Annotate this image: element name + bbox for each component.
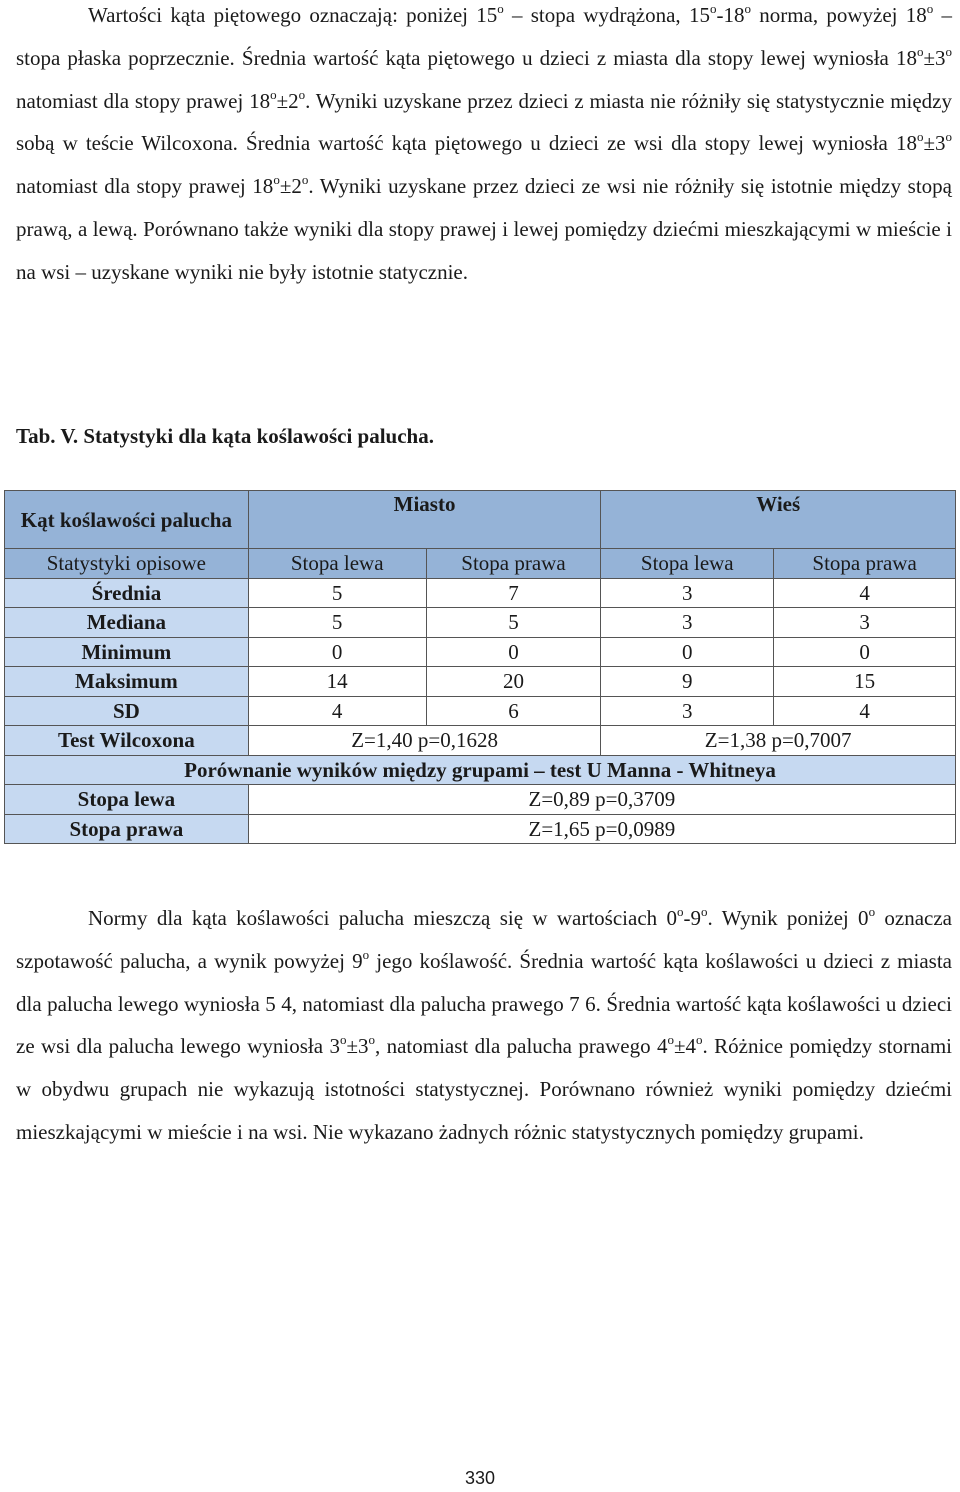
- paragraph-calcaneal-angle: Wartości kąta piętowego oznaczają: poniżej 15$^o$ – stopa wydrążona, 15$^o$-18$^o$ norma, powyżej 18$^o$ – stopa płaska poprzecznie. Średnia wartość kąta piętowego u dzieci z miasta dla stopy lewej wyniosła $18^o\pm 3^o$ natomiast dla stopy prawej $18^o\pm 2^o$. Wyniki uzyskane przez dzieci z miasta nie różniły się statystycznie między sobą w teście Wilcoxona. Średnia wartość kąta piętowego u dzieci ze wsi dla stopy lewej wyniosła $18^o\pm 3^o$ natomiast dla stopy prawej $18^o\pm 2^o$. Wyniki uzyskane przez dzieci ze wsi nie różniły się istotnie między stopą prawą, a lewą. Porównano także wyniki dla stopy prawej i lewej pomiędzy dziećmi mieszkającymi w mieście i na wsi – uzyskane wyniki nie były istotnie statycznie.: [16, 1, 953, 284]
- table-row-compare: [5, 814, 956, 844]
- compare-value: Z=0,89 p=0,3709: [248, 785, 955, 815]
- row-label: Minimum: [5, 637, 249, 667]
- section-mann-whitney: Porównanie wyników między grupami – test U Manna - Whitneya: [5, 755, 956, 785]
- row-label: Średnia: [5, 578, 249, 608]
- table-row-compare: [5, 785, 956, 815]
- table-cell: 4: [774, 696, 956, 726]
- header-group-wies: Wieś: [601, 491, 956, 549]
- table-row: [5, 578, 956, 608]
- row-label: Test Wilcoxona: [5, 726, 249, 756]
- table-cell: 3: [601, 608, 774, 638]
- table-cell: 4: [774, 578, 956, 608]
- wilcoxon-wies: Z=1,38 p=0,7007: [601, 726, 956, 756]
- table-row: [5, 696, 956, 726]
- wilcoxon-miasto: Z=1,40 p=0,1628: [248, 726, 601, 756]
- row-label: Maksimum: [5, 667, 249, 697]
- table-cell: 0: [774, 637, 956, 667]
- table-cell: 5: [248, 608, 426, 638]
- table-cell: 0: [601, 637, 774, 667]
- row-label: Stopa prawa: [5, 814, 249, 844]
- table-cell: 20: [426, 667, 601, 697]
- table-row: [5, 608, 956, 638]
- table-cell: 5: [248, 578, 426, 608]
- table-cell: 6: [426, 696, 601, 726]
- header-col-wies-prawa: Stopa prawa: [774, 549, 956, 579]
- table-section-row: [5, 755, 956, 785]
- header-col-wies-lewa: Stopa lewa: [601, 549, 774, 579]
- header-col-miasto-prawa: Stopa prawa: [426, 549, 601, 579]
- row-label: Stopa lewa: [5, 785, 249, 815]
- page-number: 330: [464, 1468, 496, 1488]
- table-cell: 5: [426, 608, 601, 638]
- table-row: [5, 667, 956, 697]
- table-header-row: [5, 491, 956, 549]
- hallux-valgus-stats-table: [4, 490, 956, 844]
- table-cell: 15: [774, 667, 956, 697]
- row-label: SD: [5, 696, 249, 726]
- compare-value: Z=1,65 p=0,0989: [248, 814, 955, 844]
- table-cell: 3: [601, 696, 774, 726]
- table-row-wilcoxon: [5, 726, 956, 756]
- table-cell: 14: [248, 667, 426, 697]
- header-stats-label: Statystyki opisowe: [5, 549, 249, 579]
- table-cell: 0: [248, 637, 426, 667]
- table-cell: 0: [426, 637, 601, 667]
- table-cell: 3: [774, 608, 956, 638]
- table-cell: 9: [601, 667, 774, 697]
- row-label: Mediana: [5, 608, 249, 638]
- table-cell: 4: [248, 696, 426, 726]
- header-group-miasto: Miasto: [248, 491, 601, 549]
- table-caption: Tab. V. Statystyki dla kąta koślawości palucha.: [16, 424, 434, 448]
- header-col-miasto-lewa: Stopa lewa: [248, 549, 426, 579]
- table-cell: 3: [601, 578, 774, 608]
- header-corner: Kąt koślawości palucha: [5, 491, 249, 549]
- paragraph-hallux-valgus: Normy dla kąta koślawości palucha mieszczą się w wartościach 0$^o$-9$^o$. Wynik poniżej 0$^o$ oznacza szpotawość palucha, a wynik powyżej 9$^o$ jego koślawość. Średnia wartość kąta koślawości u dzieci z miasta dla palucha lewego wyniosła 5 4, natomiast dla palucha prawego 7 6. Średnia wartość kąta koślawości u dzieci ze wsi dla palucha lewego wyniosła $3^o\pm 3^o$, natomiast dla palucha prawego $4^o\pm 4^o$. Różnice pomiędzy stornami w obydwu grupach nie wykazują istotności statystycznej. Porównano również wyniki pomiędzy dziećmi mieszkającymi w mieście i na wsi. Nie wykazano żadnych różnic statystycznych pomiędzy grupami.: [16, 904, 953, 1144]
- table-cell: 7: [426, 578, 601, 608]
- table-row: [5, 637, 956, 667]
- table-subheader-row: [5, 549, 956, 579]
